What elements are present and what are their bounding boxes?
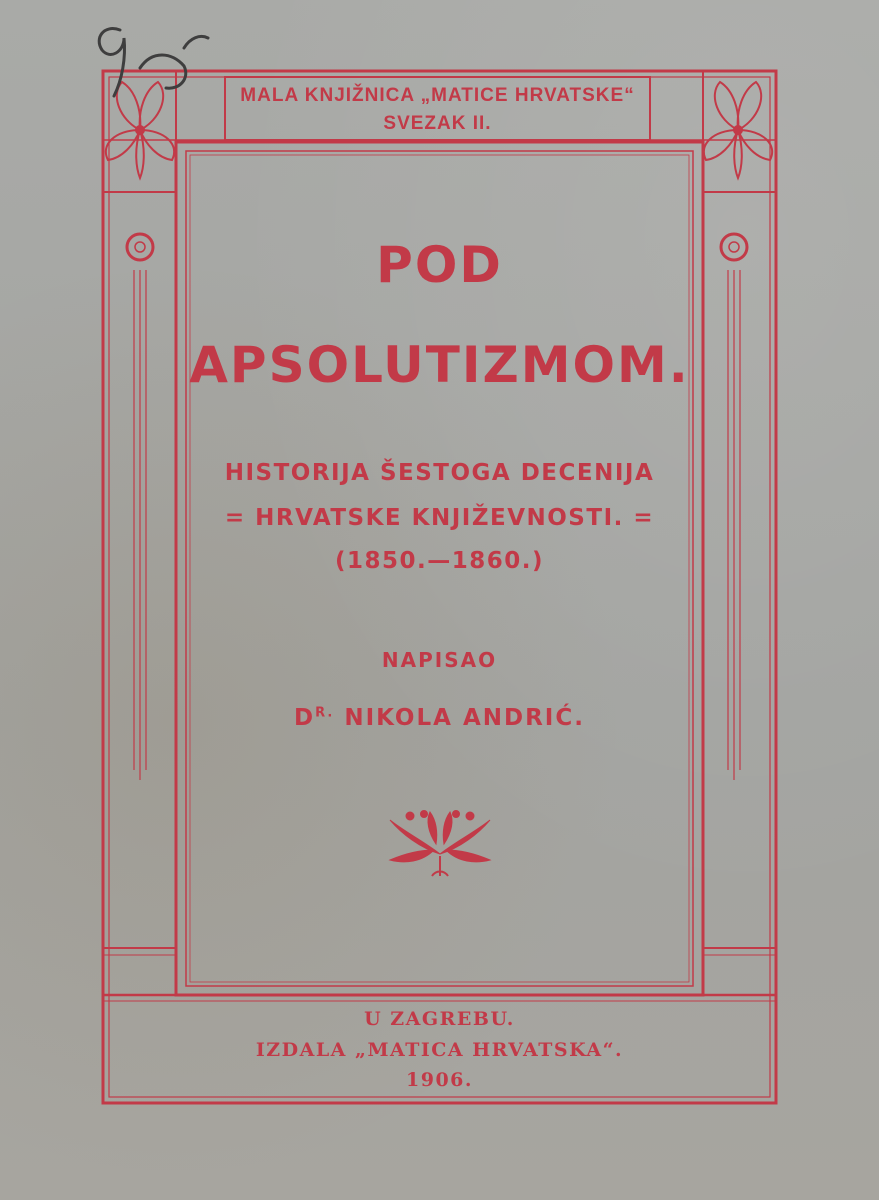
handwritten-pencil-mark	[80, 8, 220, 118]
subtitle-years: (1850.—1860.)	[334, 548, 545, 574]
subtitle-line1: HISTORIJA ŠESTOGA DECENIJA	[224, 460, 655, 486]
author-full-name: NIKOLA ANDRIĆ.	[344, 705, 585, 731]
book-title-line1: POD	[376, 236, 503, 294]
outer-border-inner	[109, 77, 770, 1097]
right-corner-flower-ornament	[704, 82, 772, 178]
central-leaf-ornament	[390, 811, 490, 877]
author-title-superscript: R.	[315, 705, 335, 721]
outer-border	[103, 71, 776, 1103]
series-volume: SVEZAK II.	[383, 113, 492, 134]
publication-year: 1906.	[406, 1069, 473, 1091]
author-title-prefix: D	[294, 705, 316, 731]
book-title-line2: APSOLUTIZMOM.	[189, 336, 690, 394]
subtitle-line2: = HRVATSKE KNJIŽEVNOSTI. =	[224, 505, 655, 531]
series-title: MALA KNJIŽNICA „MATICE HRVATSKE“	[240, 85, 635, 106]
byline-label: NAPISAO	[381, 648, 498, 672]
publisher-city: U ZAGREBU.	[364, 1008, 515, 1030]
publisher-name: IZDALA „MATICA HRVATSKA“.	[255, 1039, 624, 1061]
author-name	[0, 705, 879, 731]
